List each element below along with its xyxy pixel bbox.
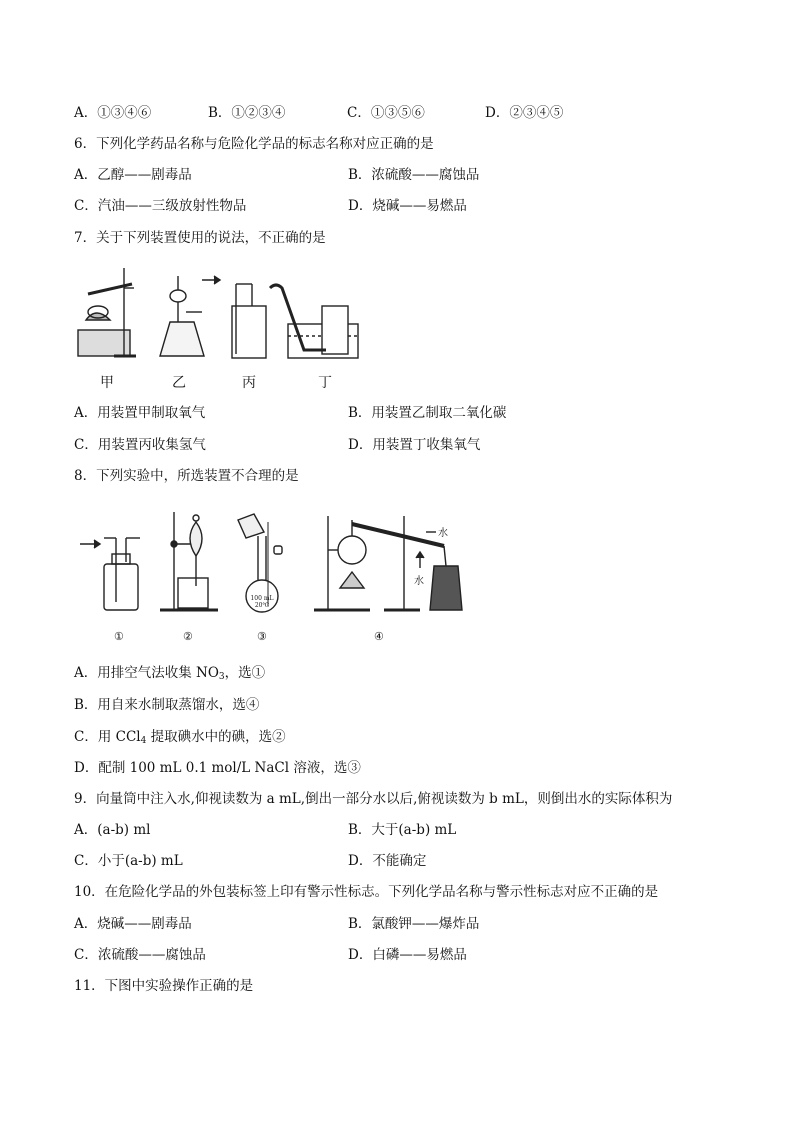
q8-option-b: B．用自来水制取蒸馏水，选④ xyxy=(74,697,260,713)
q6-stem: 6．下列化学药品名称与危险化学品的标志名称对应正确的是 xyxy=(74,136,434,152)
q6-option-d: D．烧碱——易燃品 xyxy=(348,198,467,214)
apparatus-yi-icon xyxy=(160,276,204,356)
q10-option-b: B．氯酸钾——爆炸品 xyxy=(348,916,480,932)
q7-option-b: B．用装置乙制取二氧化碳 xyxy=(348,405,507,421)
apparatus-2-icon xyxy=(160,512,218,610)
q7-label-yi: 乙 xyxy=(172,375,186,391)
q9-option-b: B．大于(a-b) mL xyxy=(348,822,457,838)
q9-option-a: A．(a-b) ml xyxy=(74,822,151,838)
apparatus-1-icon xyxy=(80,538,140,610)
q8-label-2: ② xyxy=(183,630,193,643)
q9-option-d: D．不能确定 xyxy=(348,853,427,869)
q10-option-d: D．白磷——易燃品 xyxy=(348,947,467,963)
q7-stem: 7．关于下列装置使用的说法，不正确的是 xyxy=(74,230,326,246)
flask-volume-label: 100 mL xyxy=(250,595,274,602)
q7-label-bing: 丙 xyxy=(242,375,256,391)
apparatus-ding-icon xyxy=(270,285,358,358)
q8-label-4: ④ xyxy=(374,630,384,643)
q7-option-c: C．用装置丙收集氢气 xyxy=(74,437,206,453)
q7-apparatus-figure xyxy=(74,262,374,366)
q5-option-b: B．①②③④ xyxy=(208,105,286,121)
q8-label-1: ① xyxy=(114,630,124,643)
q5-option-d: D．②③④⑤ xyxy=(485,105,564,121)
q6-option-a: A．乙醇——剧毒品 xyxy=(74,167,192,183)
q9-stem: 9．向量筒中注入水,仰视读数为 a mL,倒出一部分水以后,俯视读数为 b mL，则倒出水的实际体积为 xyxy=(74,791,673,807)
q6-option-c: C．汽油——三级放射性物品 xyxy=(74,198,247,214)
q6-option-b: B．浓硫酸——腐蚀品 xyxy=(348,167,480,183)
q8-stem: 8．下列实验中，所选装置不合理的是 xyxy=(74,468,299,484)
q7-option-d: D．用装置丁收集氧气 xyxy=(348,437,481,453)
q11-stem: 11．下图中实验操作正确的是 xyxy=(74,978,254,994)
q8-option-d: D．配制 100 mL 0.1 mol/L NaCl 溶液，选③ xyxy=(74,760,361,776)
q8-option-a: A．用排空气法收集 $NO_3$，选① xyxy=(74,665,266,682)
water-outlet-label: 水 xyxy=(438,528,448,539)
q8-apparatus-figure xyxy=(74,506,474,626)
q7-option-a: A．用装置甲制取氧气 xyxy=(74,405,206,421)
apparatus-bing-icon xyxy=(202,276,266,358)
apparatus-jia-icon xyxy=(78,268,136,356)
q10-option-c: C．浓硫酸——腐蚀品 xyxy=(74,947,206,963)
q8-option-c: C．用 CCl$_4$ 提取碘水中的碘，选② xyxy=(74,729,286,746)
q7-label-jia: 甲 xyxy=(100,375,114,391)
q7-label-ding: 丁 xyxy=(318,375,332,391)
q9-option-c: C．小于(a-b) mL xyxy=(74,853,183,869)
q10-option-a: A．烧碱——剧毒品 xyxy=(74,916,192,932)
q10-stem: 10．在危险化学品的外包装标签上印有警示性标志。下列化学品名称与警示性标志对应不正确的是 xyxy=(74,884,659,900)
flask-temperature-label: 20℃ xyxy=(254,602,270,609)
q5-option-a: A．①③④⑥ xyxy=(74,105,152,121)
q8-label-3: ③ xyxy=(257,630,267,643)
water-inlet-label: 水 xyxy=(414,576,424,587)
q5-option-c: C．①③⑤⑥ xyxy=(347,105,425,121)
